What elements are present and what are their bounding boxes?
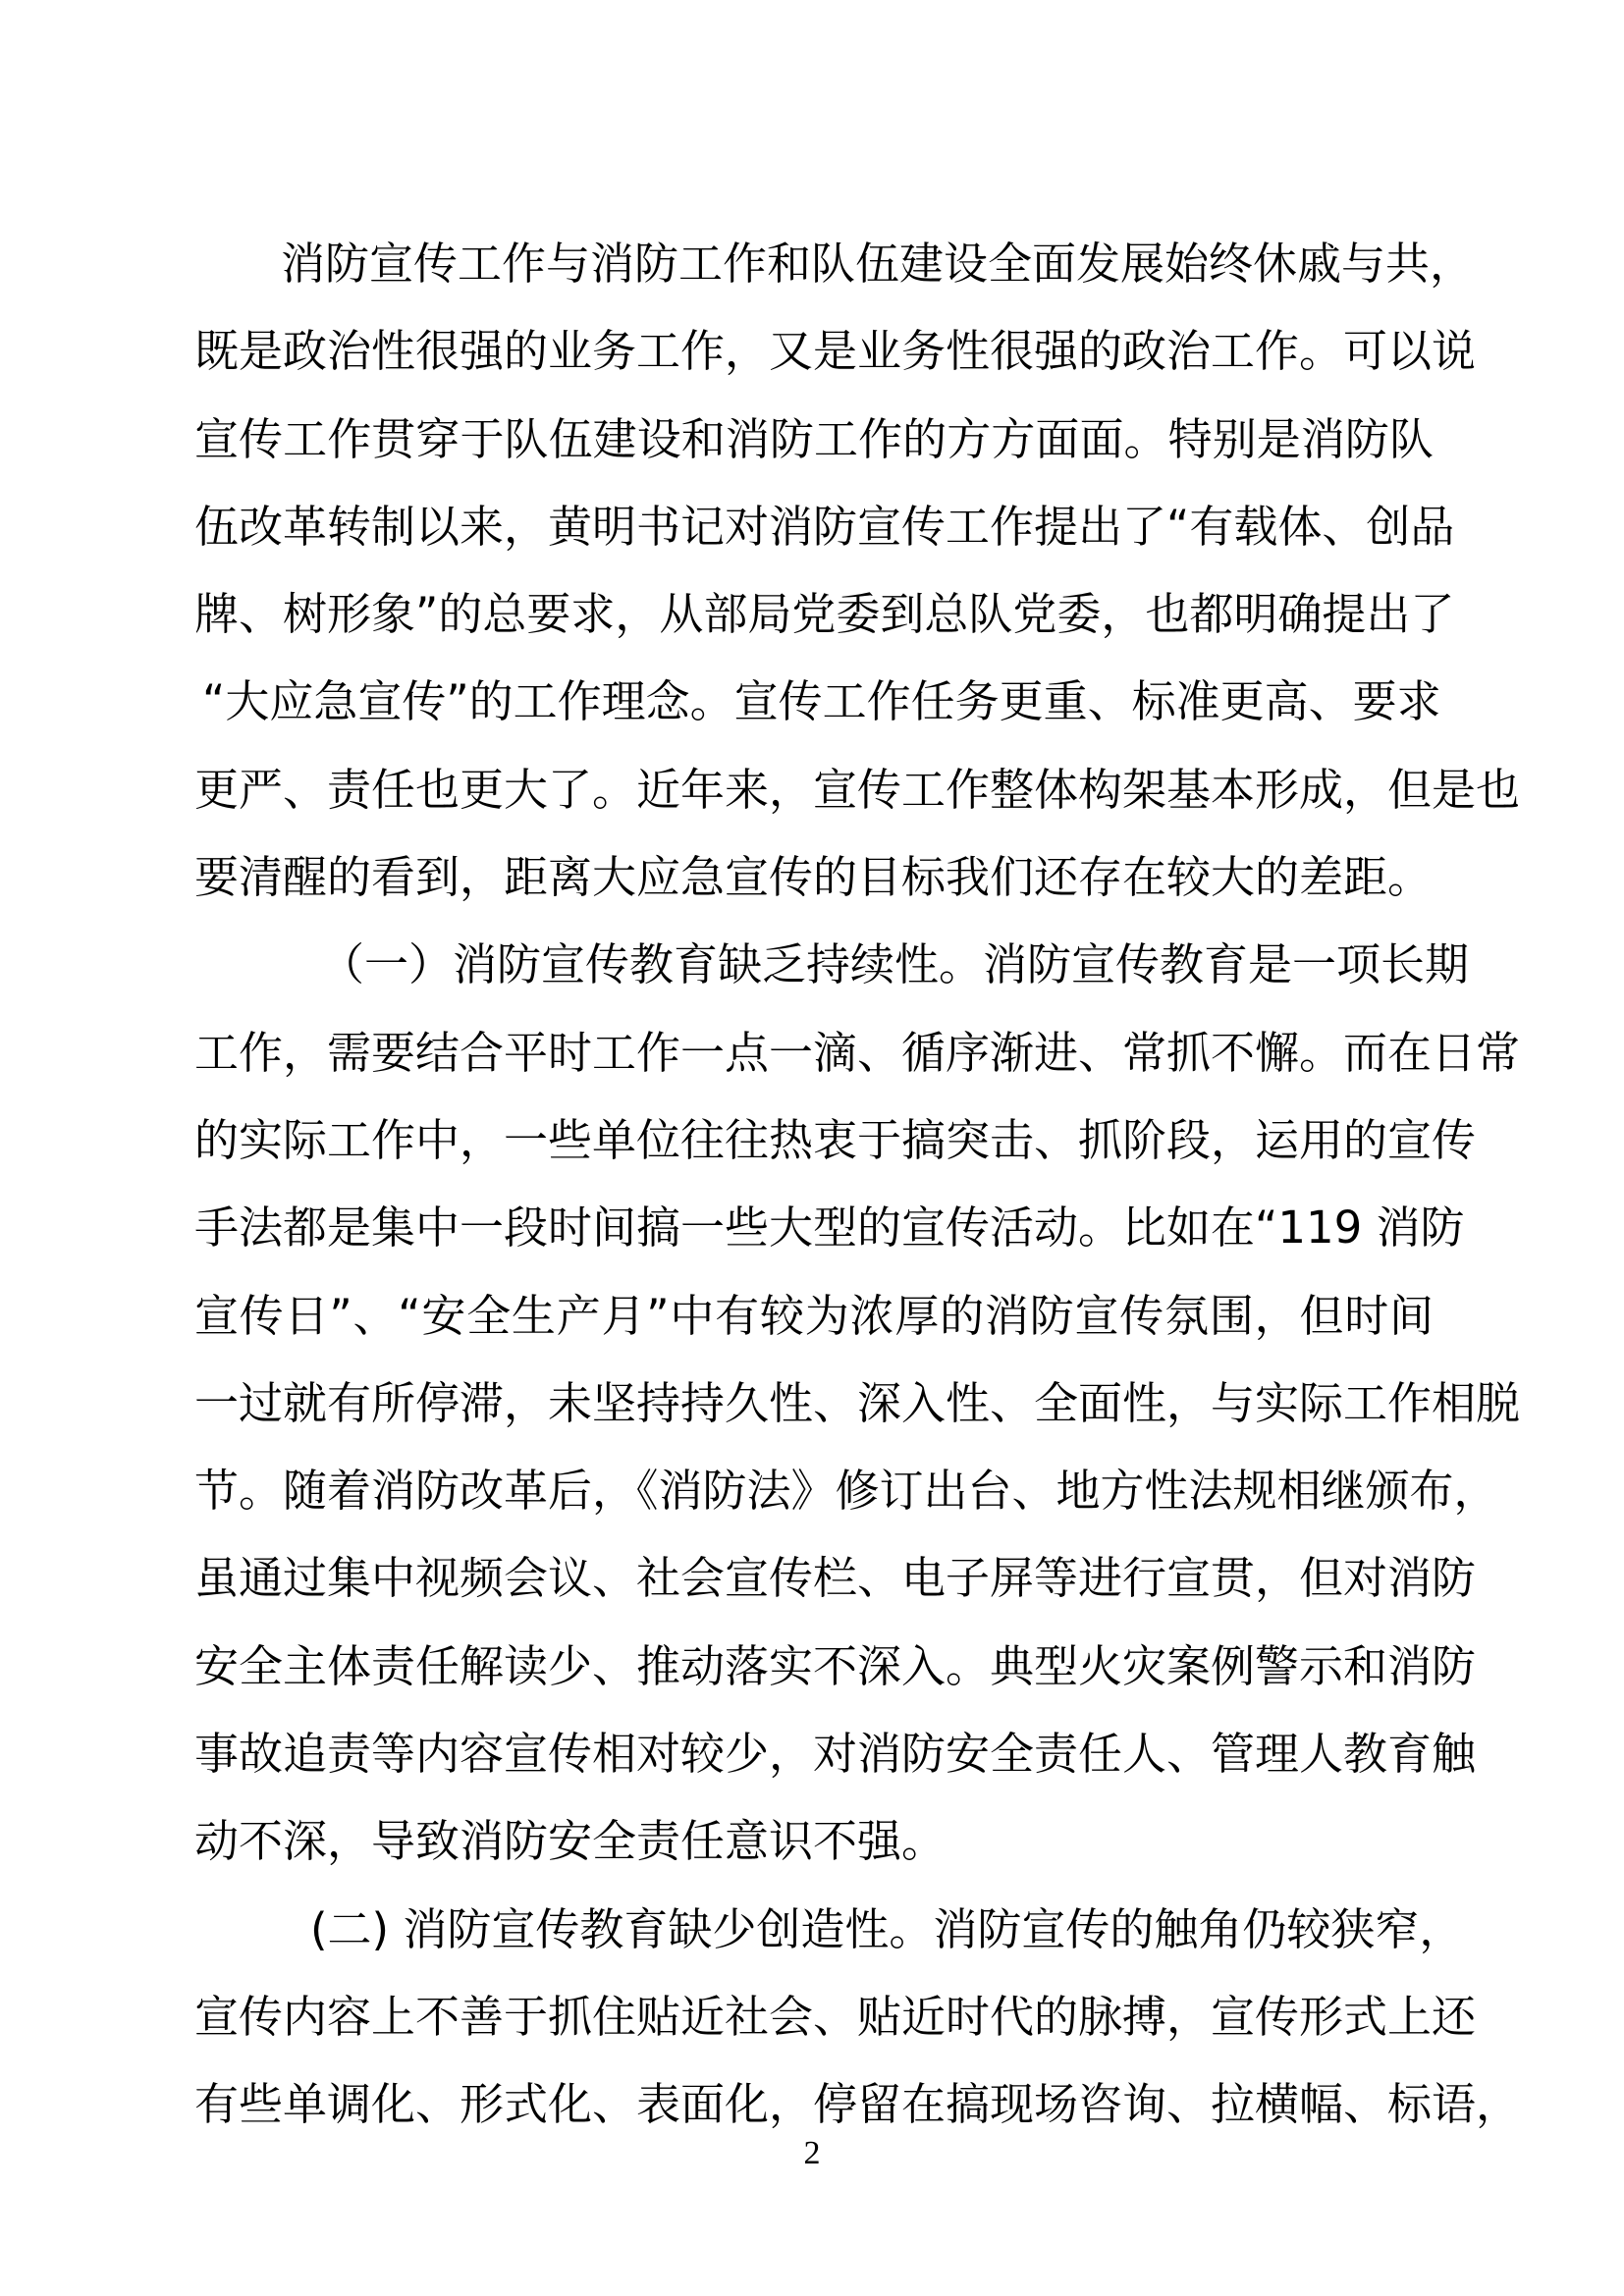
text-line: 宣传内容上不善于抓住贴近社会、贴近时代的脉搏，宣传形式上还 <box>194 1990 1477 2043</box>
page-number: 2 <box>803 2135 821 2171</box>
text-line: 动不深，导致消防安全责任意识不强。 <box>194 1815 947 1868</box>
text-line: 伍改革转制以来，黄明书记对消防宣传工作提出了“有载体、创品 <box>194 500 1455 553</box>
text-line: 安全主体责任解读少、推动落实不深入。典型火灾案例警示和消防 <box>194 1639 1477 1692</box>
text-line: 手法都是集中一段时间搞一些大型的宣传活动。比如在“119 消防 <box>194 1201 1465 1255</box>
text-line: 既是政治性很强的业务工作，又是业务性很强的政治工作。可以说 <box>194 325 1477 378</box>
text-line: （一）消防宣传教育缺乏持续性。消防宣传教育是一项长期 <box>320 938 1470 991</box>
document-body <box>194 220 1521 2149</box>
text-line: 节。随着消防改革后，《消防法》修订出台、地方性法规相继颁布， <box>194 1465 1498 1518</box>
paragraph-1 <box>194 220 1521 921</box>
text-line: 更严、责任也更大了。近年来，宣传工作整体构架基本形成，但是也 <box>194 763 1521 816</box>
text-line: 工作，需要结合平时工作一点一滴、循序渐进、常抓不懈。而在日常 <box>194 1026 1521 1079</box>
paragraph-2 <box>194 921 1521 1885</box>
text-line: 事故追责等内容宣传相对较少，对消防安全责任人、管理人教育触 <box>194 1728 1477 1781</box>
text-line: (二) 消防宣传教育缺少创造性。消防宣传的触角仍较狭窄， <box>310 1902 1464 1955</box>
text-line: 要清醒的看到，距离大应急宣传的目标我们还存在较大的差距。 <box>194 851 1433 904</box>
text-line: 的实际工作中，一些单位往往热衷于搞突击、抓阶段，运用的宣传 <box>194 1113 1477 1166</box>
text-line: 有些单调化、形式化、表面化，停留在搞现场咨询、拉横幅、标语， <box>194 2078 1521 2131</box>
text-line: 宣传日”、“安全生产月”中有较为浓厚的消防宣传氛围，但时间 <box>194 1289 1434 1342</box>
text-line: 虽通过集中视频会议、社会宣传栏、电子屏等进行宣贯，但对消防 <box>194 1552 1477 1605</box>
text-line: 消防宣传工作与消防工作和队伍建设全面发展始终休戚与共， <box>281 238 1475 290</box>
text-line: 牌、树形象”的总要求，从部局党委到总队党委，也都明确提出了 <box>194 588 1455 641</box>
text-line: “大应急宣传”的工作理念。宣传工作任务更重、标准更高、要求 <box>202 675 1441 728</box>
paragraph-3 <box>194 1886 1521 2149</box>
text-line: 宣传工作贯穿于队伍建设和消防工作的方方面面。特别是消防队 <box>194 412 1434 465</box>
text-line: 一过就有所停滞，未坚持持久性、深入性、全面性，与实际工作相脱 <box>194 1376 1521 1429</box>
